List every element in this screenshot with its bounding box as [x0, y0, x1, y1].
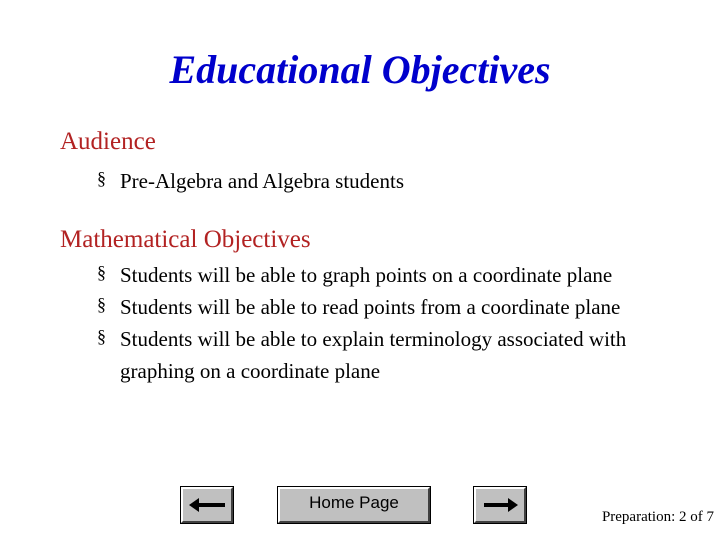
bullet-text: Students will be able to read points from a coordinate plane	[120, 295, 621, 319]
left-arrow-icon	[183, 489, 231, 521]
bullet-item	[60, 259, 656, 291]
section-audience	[60, 127, 680, 197]
section-bullet-icon	[97, 175, 106, 187]
next-slide-button[interactable]	[474, 487, 526, 523]
bullet-list-audience	[60, 165, 680, 197]
section-bullet-icon	[97, 301, 106, 313]
bullet-text: Students will be able to graph points on a coordinate plane	[120, 263, 613, 287]
previous-slide-button[interactable]	[181, 487, 233, 523]
bullet-item	[60, 323, 656, 387]
bullet-list-mathematical-objectives	[60, 259, 680, 387]
section-heading-audience: Audience	[60, 128, 156, 155]
home-page-button[interactable]: Home Page	[278, 487, 430, 523]
bullet-text: Students will be able to explain terminology associated with graphing on a coordinate plane	[120, 327, 627, 383]
bullet-item	[60, 291, 656, 323]
right-arrow-icon	[476, 489, 524, 521]
slide-counter: Preparation: 2 of 7	[601, 509, 714, 525]
section-heading-mathematical-objectives: Mathematical Objectives	[60, 226, 311, 253]
section-bullet-icon	[97, 333, 106, 345]
bullet-item	[60, 165, 656, 197]
section-mathematical-objectives	[60, 225, 680, 387]
bullet-text: Pre-Algebra and Algebra students	[120, 169, 405, 193]
slide-title: Educational Objectives	[169, 47, 551, 92]
section-bullet-icon	[97, 269, 106, 281]
